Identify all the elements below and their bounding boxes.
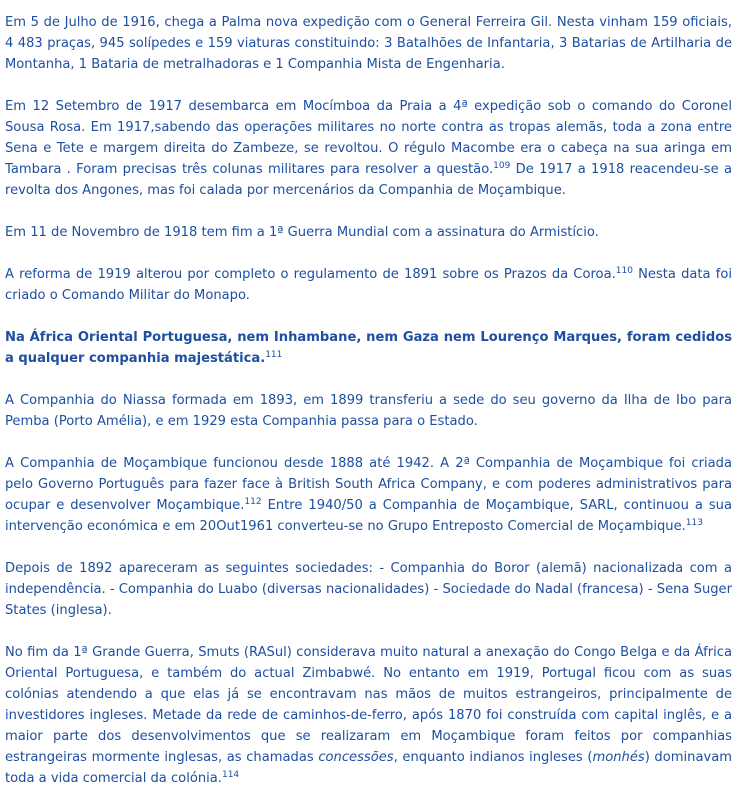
paragraph-societies-1892: [5, 558, 732, 621]
paragraph-text: Nesta data foi criado o Comando Militar do Monapo.: [5, 267, 732, 303]
footnote-ref-114[interactable]: 114: [221, 770, 240, 780]
paragraph-text: Em 5 de Julho de 1916, chega a Palma nova expedição com o General Ferreira Gil. Nesta vinham 159 oficiais, 4 483 praças, 945 solípedes e 159 viaturas constituindo: 3 Batalhões de Infantaria, 3 Batarias de Artilharia de Montanha, 1 Bataria de metralhadoras e 1 Companhia Mista de Engenharia.: [5, 15, 732, 72]
paragraph-text-italic: monhés: [592, 750, 645, 765]
paragraph-text: ) dominavam toda a vida comercial da colónia.: [5, 750, 732, 786]
footnote-ref-111[interactable]: 111: [265, 350, 283, 360]
paragraph-text: Depois de 1892 apareceram as seguintes sociedades: - Companhia do Boror (alemã) nacionalizada com a independência. - Companhia do Luabo (diversas nacionalidades) - Sociedade do Nadal (francesa) - Sena Suger States (inglesa).: [5, 561, 732, 618]
paragraph-text: Em 11 de Novembro de 1918 tem fim a 1ª Guerra Mundial com a assinatura do Armistício.: [5, 225, 599, 240]
footnote-ref-112[interactable]: 112: [244, 497, 262, 507]
paragraph-text: No fim da 1ª Grande Guerra, Smuts (RASul) considerava muito natural a anexação do Congo Belga e da África Oriental Portuguesa, e também do actual Zimbabwé. No entanto em 1919, Portugal ficou com as suas colónias atendendo a que elas já se encontravam nas mãos de muitos estrangeiros, principalmente de investidores ingleses. Metade da rede de caminhos-de-ferro, após 1870 foi construída com capital inglês, e a maior parte dos desenvolvimentos que se realizaram em Moçambique foram feitos por companhias estrangeiras mormente inglesas, as chamadas: [5, 645, 732, 765]
paragraph-mozambique-company: [5, 453, 732, 537]
paragraph-text: , enquanto indianos ingleses (: [393, 750, 593, 765]
paragraph-text: Em 12 Setembro de 1917 desembarca em Mocímboa da Praia a 4ª expedição sob o comando do Coronel Sousa Rosa. Em 1917,sabendo das operações militares no norte contra as tropas alemãs, toda a zona entre Sena e Tete e margem direita do Zambeze, se revoltou. O régulo Macombe era o cabeça na sua aringa em Tambara . Foram precisas três colunas militares para resolver a questão.: [5, 99, 732, 177]
paragraph-niassa-company: [5, 390, 732, 432]
article-body: [5, 12, 732, 810]
paragraph-text-bold: Na África Oriental Portuguesa, nem Inhambane, nem Gaza nem Lourenço Marques, foram cedidos a qualquer companhia majestática.: [5, 330, 732, 366]
paragraph-text: Entre 1940/50 a Companhia de Moçambique, SARL, continuou a sua intervenção económica e em 20Out1961 converteu-se no Grupo Entreposto Comercial de Moçambique.: [5, 498, 732, 534]
paragraph-east-africa-bold: [5, 327, 732, 369]
paragraph-text: A Companhia de Moçambique funcionou desde 1888 até 1942. A 2ª Companhia de Moçambique foi criada pelo Governo Português para fazer face à British South Africa Company, e com poderes administrativos para ocupar e desenvolver Moçambique.: [5, 456, 732, 513]
footnote-ref-109[interactable]: 109: [493, 161, 511, 171]
paragraph-great-war-end: [5, 642, 732, 789]
paragraph-text-italic: concessões: [318, 750, 394, 765]
paragraph-armistice: [5, 222, 732, 243]
paragraph-fourth-expedition: [5, 96, 732, 201]
paragraph-text: De 1917 a 1918 reacendeu-se a revolta dos Angones, mas foi calada por mercenários da Companhia de Moçambique.: [5, 162, 732, 198]
paragraph-reform-1919: [5, 264, 732, 306]
footnote-ref-110[interactable]: 110: [615, 266, 633, 276]
paragraph-palma-expedition: [5, 12, 732, 75]
paragraph-text: A Companhia do Niassa formada em 1893, em 1899 transferiu a sede do seu governo da Ilha de Ibo para Pemba (Porto Amélia), e em 1929 esta Companhia passa para o Estado.: [5, 393, 732, 429]
paragraph-text: A reforma de 1919 alterou por completo o regulamento de 1891 sobre os Prazos da Coroa.: [5, 267, 616, 282]
footnote-ref-113[interactable]: 113: [685, 518, 703, 528]
